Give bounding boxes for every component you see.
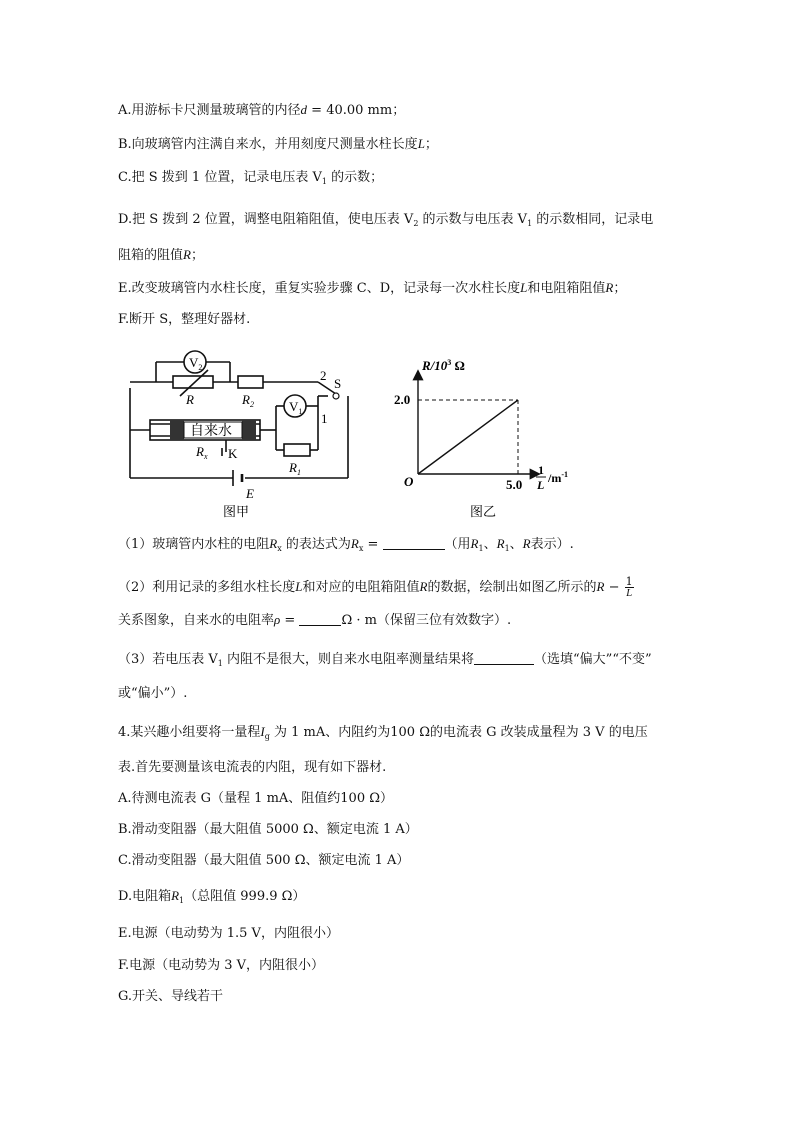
y-axis-label: $R/10^3$ Ω [422, 358, 465, 373]
equipment-item-b: B.滑动变阻器（最大阻值 5000 Ω、额定电流 1 A） [118, 822, 418, 837]
q2-var-l: L [295, 579, 303, 594]
q1-r1-sub: 1 [478, 544, 484, 553]
q2-line2-text-a: 关系图象，自来水的电阻率 [118, 613, 275, 628]
step-d-sub1: 1 [527, 219, 533, 228]
q1-sub2: x [358, 544, 364, 553]
figure-b-caption: 图乙 [470, 504, 497, 519]
switch-pivot-icon [333, 393, 339, 399]
q2-fraction: $\frac{1}{L}$ [625, 575, 633, 599]
figure-a-caption: 图甲 [223, 504, 250, 519]
x-tick-label: 5.0 [506, 477, 523, 492]
q3-text-a: （3）若电压表 V [118, 652, 218, 667]
pos2-label: 2 [320, 368, 327, 383]
step-a-value: = 40.00 mm； [307, 103, 406, 118]
q2-answer-blank[interactable] [299, 611, 341, 626]
q2-line2-text-b: Ω · m（保留三位有效数字）. [341, 613, 512, 628]
step-f [118, 310, 250, 330]
step-c [118, 168, 383, 192]
x-axis-label-unit: $/m^{-1}$ [548, 470, 569, 485]
v1-label: $V_1$ [289, 399, 303, 416]
chart-figure-b [394, 352, 598, 520]
question-3-line2 [118, 684, 187, 704]
equipment-item-c: C.滑动变阻器（最大阻值 500 Ω、额定电流 1 A） [118, 853, 410, 868]
step-a [118, 100, 405, 121]
q1-text-c: = [363, 537, 379, 552]
equipment-item-f: F.电源（电动势为 3 V，内阻很小） [118, 958, 325, 973]
problem4-line1 [118, 722, 648, 747]
step-c-sub: 1 [321, 177, 327, 186]
s-label: S [334, 376, 342, 391]
var-r: R [183, 247, 191, 262]
step-d-text-c: 的示数相同，记录电 [532, 212, 654, 227]
p4-var-r1: R [171, 888, 180, 903]
step-d-line2-text: 阻箱的阻值 [118, 248, 184, 263]
q3-text-c: （选填“偏大”“不变” [534, 652, 652, 667]
problem4-line2 [118, 758, 386, 778]
right-electrode [242, 420, 256, 440]
origin-label: O [404, 474, 414, 489]
p4-text-a: 4.某兴趣小组要将一量程 [118, 725, 261, 740]
q2-eq: = [280, 613, 296, 628]
var-l: L [417, 136, 425, 151]
q1-answer-blank[interactable] [383, 535, 445, 550]
q2-text-c: 的数据，绘制出如图乙所示的 [427, 580, 597, 595]
step-d-text-b: 的示数与电压表 V [418, 212, 528, 227]
step-c-end: 的示数； [326, 170, 384, 185]
equipment-item-e: E.电源（电动势为 1.5 V，内阻很小） [118, 926, 339, 941]
rx-label: $R_x$ [196, 444, 208, 461]
circuit-diagram-figure-a [118, 340, 368, 520]
series-line [418, 400, 518, 474]
q2-dash: − [604, 580, 624, 595]
r-label: R [186, 392, 194, 407]
p4-text-b: 为 1 mA、内阻约为 [269, 725, 391, 740]
p4-var-i: I [260, 724, 265, 739]
p4-text-c: 的电流表 G 改装成量程为 3 V 的电压 [430, 725, 648, 740]
x-axis-label-den: L [537, 478, 545, 492]
step-e-mid: 和电阻箱阻值 [527, 281, 606, 296]
equipment-item-g: G.开关、导线若干 [118, 989, 224, 1004]
q1-var: R [269, 536, 278, 551]
q2-text-a: （2）利用记录的多组水柱长度 [118, 580, 296, 595]
equipment-item-d: D.电阻箱$R_1$（总阻值 999.9 Ω） [118, 888, 306, 905]
step-d-line1 [118, 210, 653, 234]
var-l: L [520, 280, 528, 295]
y-tick-label: 2.0 [394, 392, 411, 407]
left-electrode [170, 420, 184, 440]
p4-value: 100 Ω [390, 725, 430, 740]
q2-var-r: R [419, 579, 428, 594]
q1-var2: R [350, 536, 359, 551]
step-e [118, 278, 626, 299]
q1-text-e: 表示）. [530, 537, 574, 552]
question-2-line1 [118, 576, 634, 599]
r1-label: $R_1$ [289, 460, 301, 477]
pos1-label: 1 [321, 411, 328, 426]
e-label: E [246, 486, 254, 501]
var-r: R [605, 280, 614, 295]
q2-r: R [596, 579, 605, 594]
p4-line2-text: 表.首先要测量该电流表的内阻，现有如下器材. [118, 760, 387, 775]
equipment-item-a: A.待测电流表 G（量程 1 mA、阻值约100 Ω） [118, 791, 394, 806]
q1-text-d: （用 [444, 537, 471, 552]
q3-sub: 1 [217, 659, 223, 668]
q1-sep2: 、 [509, 537, 523, 552]
q1-sub: x [277, 544, 282, 553]
q3-answer-blank[interactable] [474, 650, 534, 665]
q2-rho: ρ [274, 612, 281, 627]
r2-label: $R_2$ [242, 392, 254, 409]
step-b-text: B.向玻璃管内注满自来水，并用刻度尺测量水柱长度 [118, 137, 418, 152]
q1-sep1: 、 [483, 537, 497, 552]
q1-r1: R [470, 536, 479, 551]
q1-text-b: 的表达式为 [281, 537, 351, 552]
k-label: K [228, 446, 238, 461]
q1-r2-sub: 1 [504, 544, 510, 553]
step-d-line2-end: ； [190, 248, 204, 263]
q1-r2: R [496, 536, 505, 551]
v2-label: $V_2$ [189, 355, 203, 372]
q3-line2-text: 或“偏小”）. [118, 686, 188, 701]
q3-text-b: 内阻不是很大，则自来水电阻率测量结果将 [222, 652, 475, 667]
water-label: 自来水 [190, 424, 232, 439]
step-d-sub2: 2 [413, 219, 419, 228]
q1-r3: R [522, 536, 531, 551]
step-d-line2 [118, 245, 204, 266]
step-e-text: E.改变玻璃管内水柱长度，重复实验步骤 C、D，记录每一次水柱长度 [118, 281, 521, 296]
question-1 [118, 534, 574, 559]
q1-text-a: （1）玻璃管内水柱的电阻 [118, 537, 270, 552]
var-d: d [300, 102, 308, 117]
step-e-end: ； [613, 281, 627, 296]
step-d-text-a: D.把 S 拨到 2 位置，调整电阻箱阻值，使电压表 V [118, 212, 414, 227]
step-a-text: A.用游标卡尺测量玻璃管的内径 [118, 103, 301, 118]
p4-sub-g: g [264, 732, 270, 741]
question-3-line1 [118, 650, 652, 674]
step-b-end: ； [424, 137, 438, 152]
x-axis-label-num: 1 [538, 463, 544, 477]
q2-text-b: 和对应的电阻箱阻值 [302, 580, 420, 595]
step-c-text: C.把 S 拨到 1 位置，记录电压表 V [118, 170, 322, 185]
step-b [118, 134, 438, 155]
question-2-line2 [118, 610, 511, 631]
step-f-text: F.断开 S，整理好器材. [118, 312, 251, 327]
